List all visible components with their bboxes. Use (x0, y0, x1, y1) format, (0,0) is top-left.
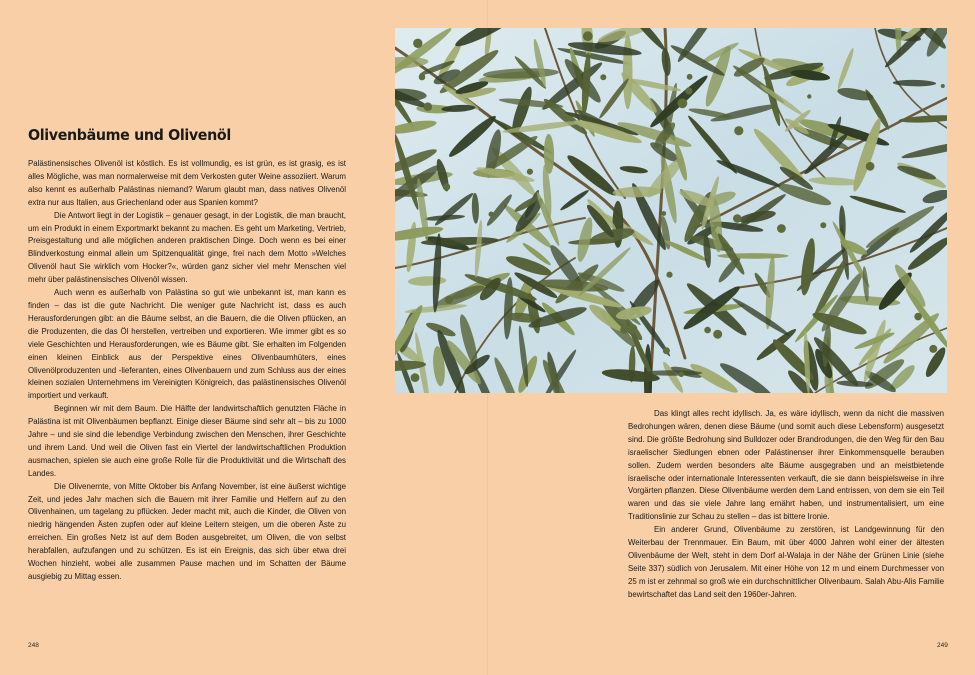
olive-fruit (663, 347, 670, 354)
olive-fruit (411, 373, 420, 382)
olive-fruit (687, 74, 693, 80)
olive-fruit (661, 211, 666, 216)
paragraph: Beginnen wir mit dem Baum. Die Hälfte der landwirtschaftlich genutzten Fläche in Palästina ist mit Olivenbäumen bepflanzt. Einige dieser Bäume sind sehr alt – bis zu 1000 Jahre – und sie sind die lebendige Verbindung zwischen den Menschen, ihrer Geschichte und ihrem Land. Und weil die Oliven fast ein Viertel der landwirtschaftlichen Produktion ausmachen, spielen sie auch eine große Rolle für die Produktivität und die Wirtschaft des Landes. (28, 404, 346, 478)
paragraph: Das klingt alles recht idyllisch. Ja, es wäre idyllisch, wenn da nicht die massiven Bedrohungen wären, denen diese Bäume (und somit auch diese Lebensform) ausgesetzt sind. Die größte Bedrohung sind Bulldozer oder Brandrodungen, die den Weg für den Bau israelischer Siedlungen ebnen oder Palästinenser ihrer Einkommensquelle berauben sollen. Zudem werden besonders alte Bäume ausgegraben und an meistbietende israelische oder internationale Interessenten verkauft, die sie dann beispielsweise in ihre Vorgärten pflanzen. Diese Olivenbäume werden dem Land entrissen, von dem sie ein Teil waren und das sie viele Jahre lang ernährt haben, und instrumentalisiert, um eine Traditionslinie zur Schau zu stellen – das ist bittere Ironie. (628, 409, 944, 522)
olive-fruit (713, 330, 722, 339)
olive-fruit (929, 345, 937, 353)
olive-fruit (704, 327, 711, 334)
olive-leaf (641, 370, 702, 375)
olive-leaf (623, 34, 633, 109)
olive-fruit (413, 39, 422, 48)
olive-fruit (820, 222, 826, 228)
olive-fruit (600, 74, 606, 80)
olive-fruit (620, 326, 628, 334)
olive-fruit (445, 296, 453, 304)
olive-fruit (866, 162, 875, 171)
olive-fruit (777, 224, 786, 233)
page-number-left: 248 (28, 642, 39, 649)
olive-fruit (443, 183, 450, 190)
olive-fruit (679, 372, 684, 377)
olive-fruit (685, 87, 692, 94)
paragraph: Auch wenn es außerhalb von Palästina so gut wie unbekannt ist, man kann es finden – das ist die gute Nachricht. Die weniger gute Nachricht ist, dass es auch Herausforderungen gibt: an die Bäume selbst, an die Bauern, die die Oliven pflücken, an die Produzenten, die das Öl herstellen, vertreiben und exportieren. Wie immer gibt es so viele Geschichten und Herausforderungen, wie es Bäume gibt. Sie erhalten im Folgenden einen kleinen Einblick aus der Perspektive eines Olivenbaumhüters, eines Olivenölproduzenten und -lieferanten, eines Olivenbauern und zum Schluss aus der eines kleinen sozialen Unternehmens im Vereinigten Königreich, das palästinensisches Olivenöl importiert und verkauft. (28, 288, 346, 401)
olive-fruit (424, 102, 433, 111)
olive-fruit (914, 313, 922, 321)
olive-fruit (419, 74, 426, 81)
olive-fruit (627, 324, 637, 334)
paragraph: Ein anderer Grund, Olivenbäume zu zerstören, ist Landgewinnung für den Weiterbau der Trennmauer. Ein Baum, mit über 4000 Jahren wohl einer der ältesten Olivenbäume der Welt, steht in dem Dorf al-Walaja in der Nähe der Grünen Linie (siehe Seite 337) südlich von Jerusalem. Mit einer Höhe von 12 m und einem Durchmesser von 25 m ist er zehnmal so groß wie ein durchschnittlicher Olivenbaum. Salah Abu-Alis Familie bewirtschaftet das Land seit den 1960er-Jahren. (628, 525, 944, 599)
paragraph: Die Olivenernte, von Mitte Oktober bis Anfang November, ist eine äußerst wichtige Zeit, und jedes Jahr machen sich die Bauern mit ihrer Familie und Helfern auf zu den Olivenhainen, um tagelang zu pflücken. Jeder macht mit, auch die Kinder, die Oliven von niedrig hängenden Ästen zupfen oder auf kleine Leitern steigen, um die oberen Äste zu erreichen. Ein großes Netz ist auf dem Boden ausgebreitet, um Oliven, die von selbst herabfallen, aufzufangen und zu schützen. Es ist ein Ereignis, das sich über etwa drei Wochen hinzieht, wobei alle zusammen Pause machen und im Schatten der Bäume ausgiebig zu Mittag essen. (28, 481, 346, 581)
paragraph: Palästinensisches Olivenöl ist köstlich. Es ist vollmundig, es ist grün, es ist grasig, es ist alles Mögliche, was man normalerweise mit dem Verkosten guter Weine assoziiert. Warum also kennt es außerhalb Palästinas niemand? Warum glaubt man, dass natives Olivenöl extra nur aus Italien, aus Griechenland oder aus Spanien kommt? (28, 159, 346, 207)
olive-fruit (666, 272, 672, 278)
olive-fruit (527, 169, 533, 175)
olive-fruit (733, 214, 742, 223)
right-text-column (628, 408, 944, 602)
paragraph: Die Antwort liegt in der Logistik – genauer gesagt, in der Logistik, die man braucht, um ein Produkt in einem Exportmarkt bekannt zu machen. Es geht um Marketing, Vertrieb, Preisgestaltung und alle möglichen anderen praktischen Dinge. Doch wenn es bei einer Blindverkostung einmal allein um Spitzenqualität ginge, frei nach dem Motto »Welches Olivenöl haut Sie wirklich vom Hocker?«, würden ganz sicher viel mehr Menschen viel mehr über palästinensisches Olivenöl wissen. (28, 210, 346, 285)
olive-fruit (941, 84, 945, 88)
olive-fruit (678, 98, 688, 108)
olive-fruit (807, 94, 811, 98)
olive-branch-photo (395, 28, 947, 393)
page-number-right: 249 (937, 642, 948, 649)
olive-fruit (489, 212, 494, 217)
left-text-column (28, 158, 346, 584)
olive-fruit (583, 31, 593, 41)
chapter-heading: Olivenbäume und Olivenöl (28, 126, 231, 144)
olive-fruit (734, 126, 743, 135)
